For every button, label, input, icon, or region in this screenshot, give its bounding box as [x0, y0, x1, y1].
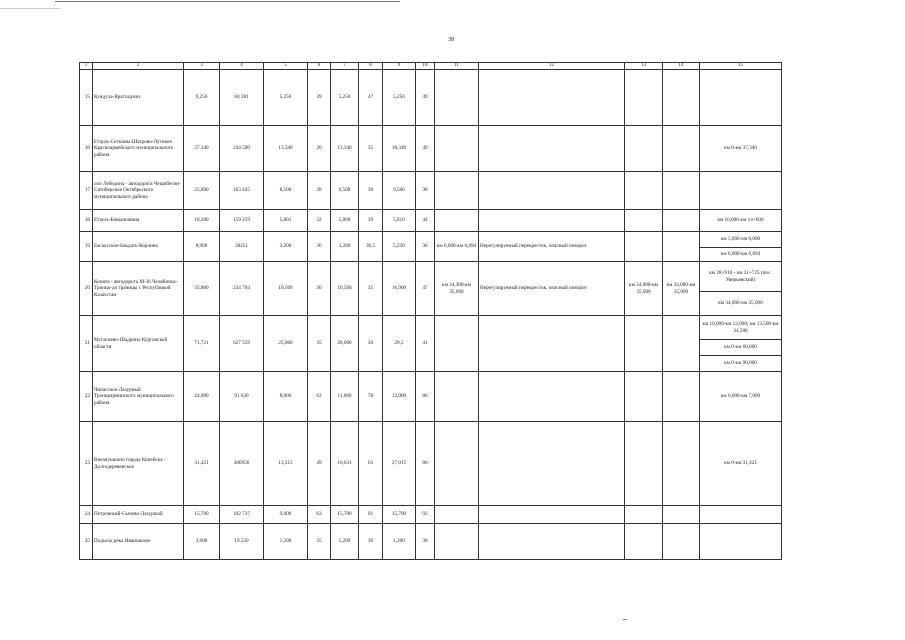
row-number: 17 [80, 172, 93, 210]
value-6: 63 [308, 372, 331, 422]
value-8: 38 [359, 172, 383, 210]
hazard-description [479, 126, 625, 172]
value-7: 5,800 [331, 210, 359, 232]
table-row [80, 126, 782, 172]
value-10: 49 [416, 126, 435, 172]
section-13 [625, 126, 663, 172]
column-header: 4 [220, 63, 264, 70]
section-15: км 10,000-км 12,000; км 13,500-км 34,500 [700, 316, 782, 340]
value-10: 38 [416, 172, 435, 210]
section-15: км 28+910 - км 31+725 (пос. Уверьевский) [700, 262, 782, 292]
column-header: 3 [184, 63, 220, 70]
table-row [80, 372, 782, 422]
value-9: 5,230 [383, 232, 416, 262]
section-13 [625, 210, 663, 232]
length: 8,900 [184, 232, 220, 262]
row-number: 20 [80, 262, 93, 316]
column-header: 2 [93, 63, 184, 70]
road-name: Етауль-Беккиновина [93, 210, 184, 232]
column-header: 15 [700, 63, 782, 70]
value-6: 28 [308, 172, 331, 210]
volume: 306956 [220, 422, 264, 506]
column-header: 12 [479, 63, 625, 70]
road-name: лоо Лебедина - автодорога Чещибегин-Сятиберское Октябрьского муниципального района [93, 172, 184, 210]
section-11 [435, 210, 479, 232]
row-number: 16 [80, 126, 93, 172]
value-7: 9,500 [331, 172, 359, 210]
value-8: 78 [359, 372, 383, 422]
value-8: 63 [359, 422, 383, 506]
volume: 19 550 [220, 524, 264, 560]
section-14 [663, 126, 700, 172]
section-15: км 0-км 37,340 [700, 126, 782, 172]
hazard-description [479, 506, 625, 524]
length: 71,721 [184, 316, 220, 372]
section-15 [700, 506, 782, 524]
length: 31,421 [184, 422, 220, 506]
value-8: 39 [359, 210, 383, 232]
hazard-description [479, 372, 625, 422]
hazard-description: Нерегулируемый перекресток, опасный поворот [479, 262, 625, 316]
section-15: км 5,000-км 6,000 [700, 232, 782, 248]
section-14 [663, 172, 700, 210]
value-10: 41 [416, 316, 435, 372]
column-header: 8 [359, 63, 383, 70]
hazard-description [479, 210, 625, 232]
column-number-row [80, 63, 782, 70]
volume: 234 704 [220, 262, 264, 316]
volume: 244 590 [220, 126, 264, 172]
value-7: 1,200 [331, 524, 359, 560]
section-11 [435, 524, 479, 560]
row-number: 18 [80, 210, 93, 232]
value-8: 35 [359, 126, 383, 172]
value-7: 28,000 [331, 316, 359, 372]
road-name: Чинасское-Лазурный Троицкарминского муниципального района [93, 372, 184, 422]
value-8: 36,5 [359, 232, 383, 262]
value-9: 27,015 [383, 422, 416, 506]
column-header: 13 [625, 63, 663, 70]
table-row [80, 524, 782, 560]
value-9: 15,700 [383, 506, 416, 524]
table-row [80, 70, 782, 126]
volume: 102 737 [220, 506, 264, 524]
value-5: 10,500 [264, 262, 308, 316]
volume: 60 381 [220, 70, 264, 126]
value-10: 86 [416, 422, 435, 506]
section-14 [663, 524, 700, 560]
hazard-description [479, 70, 625, 126]
value-7: 10,500 [331, 262, 359, 316]
value-10: 38 [416, 524, 435, 560]
table-row [80, 422, 782, 506]
value-9: 18,340 [383, 126, 416, 172]
value-10: 47 [416, 262, 435, 316]
row-number: 24 [80, 506, 93, 524]
value-6: 36 [308, 232, 331, 262]
column-header: 10 [416, 63, 435, 70]
value-8: 91 [359, 506, 383, 524]
road-name: Петровский-Сычево-Лазурный [93, 506, 184, 524]
value-6: 39 [308, 70, 331, 126]
value-7: 11,000 [331, 372, 359, 422]
value-8: 30 [359, 316, 383, 372]
value-9: 1,200 [383, 524, 416, 560]
value-6: 49 [308, 422, 331, 506]
section-11 [435, 372, 479, 422]
section-11: км 34,300-км 35,000 [435, 262, 479, 316]
section-13 [625, 232, 663, 262]
volume: 163 425 [220, 172, 264, 210]
section-13 [625, 70, 663, 126]
value-8: 47 [359, 70, 383, 126]
row-number: 15 [80, 70, 93, 126]
value-8: 36 [359, 524, 383, 560]
value-6: 35 [308, 524, 331, 560]
section-14 [663, 210, 700, 232]
section-14 [663, 232, 700, 262]
section-11 [435, 422, 479, 506]
value-5: 3,200 [264, 232, 308, 262]
table-row [80, 172, 782, 210]
length: 18,200 [184, 210, 220, 232]
section-14 [663, 506, 700, 524]
table-row [80, 506, 782, 524]
section-13 [625, 422, 663, 506]
section-13 [625, 316, 663, 372]
section-14: км 34,000-км 35,000 [663, 262, 700, 316]
section-14 [663, 316, 700, 372]
column-header: 6 [308, 63, 331, 70]
value-7: 15,700 [331, 506, 359, 524]
value-7: 16,631 [331, 422, 359, 506]
length: 3,600 [184, 524, 220, 560]
road-name: Подъезд река Ивановское [93, 524, 184, 560]
table-row [80, 210, 782, 232]
section-11: км 6,000-км 6,894 [435, 232, 479, 262]
section-15: км 0-км 31,421 [700, 422, 782, 506]
top-rule [55, 1, 400, 2]
section-15: км 10,006-км 14+600 [700, 210, 782, 232]
row-number: 21 [80, 316, 93, 372]
volume: 627 559 [220, 316, 264, 372]
table-row [80, 262, 782, 292]
value-9: 16,900 [383, 262, 416, 316]
value-10: 49 [416, 70, 435, 126]
row-number: 19 [80, 232, 93, 262]
hazard-description [479, 422, 625, 506]
section-13 [625, 372, 663, 422]
length: 24,000 [184, 372, 220, 422]
section-13: км 34,000-км 35,000 [625, 262, 663, 316]
column-header: 7 [331, 63, 359, 70]
value-10: 44 [416, 210, 435, 232]
page-number: 38 [448, 37, 454, 43]
length: 9,256 [184, 70, 220, 126]
volume: 38251 [220, 232, 264, 262]
value-10: 92 [416, 506, 435, 524]
value-10: 86 [416, 372, 435, 422]
column-header: 11 [435, 63, 479, 70]
value-7: 13,340 [331, 126, 359, 172]
footer-mark [623, 619, 627, 620]
length: 37,340 [184, 126, 220, 172]
road-name: Кундуха-Яратхадзин [93, 70, 184, 126]
section-15 [700, 172, 782, 210]
table-row [80, 316, 782, 340]
section-14 [663, 70, 700, 126]
value-5: 13,340 [264, 126, 308, 172]
road-name: Конята - автодорога М-36 Челябинск-Троицк-до границы с Республикой Казахстан [93, 262, 184, 316]
value-6: 20 [308, 126, 331, 172]
section-15: км 6,000-км 7,000 [700, 372, 782, 422]
section-15: км 0-км 68,000 [700, 340, 782, 356]
column-header: 1 [80, 63, 93, 70]
roads-table [79, 62, 782, 560]
value-9: 5,810 [383, 210, 416, 232]
length: 15,700 [184, 506, 220, 524]
value-5: 25,000 [264, 316, 308, 372]
section-11 [435, 70, 479, 126]
road-name: Мугасиево-Шадрино Курганской области [93, 316, 184, 372]
hazard-description [479, 172, 625, 210]
value-8: 35 [359, 262, 383, 316]
column-header: 9 [383, 63, 416, 70]
value-5: 1,200 [264, 524, 308, 560]
section-15 [700, 70, 782, 126]
section-11 [435, 172, 479, 210]
section-14 [663, 422, 700, 506]
value-5: 5,256 [264, 70, 308, 126]
value-6: 32 [308, 210, 331, 232]
value-10: 36 [416, 232, 435, 262]
section-13 [625, 172, 663, 210]
value-9: 29,5 [383, 316, 416, 372]
hazard-description [479, 316, 625, 372]
value-9: 5,256 [383, 70, 416, 126]
hazard-description: Нерегулируемый перекресток, опасный поворот [479, 232, 625, 262]
section-11 [435, 506, 479, 524]
section-11 [435, 316, 479, 372]
value-6: 63 [308, 506, 331, 524]
section-11 [435, 126, 479, 172]
section-13 [625, 506, 663, 524]
value-7: 5,256 [331, 70, 359, 126]
road-name: Внезнушкино города Копейска - Долгодеревенское [93, 422, 184, 506]
section-15: км 0-км 90,000 [700, 356, 782, 372]
column-header: 14 [663, 63, 700, 70]
volume: 159 259 [220, 210, 264, 232]
road-name: Баскосское-Бакдать-Корлино [93, 232, 184, 262]
row-number: 25 [80, 524, 93, 560]
value-5: 8,500 [264, 172, 308, 210]
top-rule-secondary [0, 8, 60, 9]
section-15 [700, 524, 782, 560]
length: 35,860 [184, 262, 220, 316]
table-row [80, 232, 782, 248]
value-6: 35 [308, 316, 331, 372]
value-7: 3,200 [331, 232, 359, 262]
hazard-description [479, 524, 625, 560]
section-14 [663, 372, 700, 422]
section-13 [625, 524, 663, 560]
section-15: км 6,000-км 6,894 [700, 248, 782, 262]
value-6: 30 [308, 262, 331, 316]
row-number: 22 [80, 372, 93, 422]
value-5: 5,801 [264, 210, 308, 232]
value-9: 9,500 [383, 172, 416, 210]
section-15: км 34,000-км 35,000 [700, 292, 782, 316]
length: 25,890 [184, 172, 220, 210]
column-header: 5 [264, 63, 308, 70]
road-name: Етауль-Сеткины-Шатрово-Лутовое Красноармейского муниципального района [93, 126, 184, 172]
value-5: 9,000 [264, 506, 308, 524]
value-9: 12,000 [383, 372, 416, 422]
value-5: 8,000 [264, 372, 308, 422]
value-5: 13,315 [264, 422, 308, 506]
row-number: 23 [80, 422, 93, 506]
volume: 91 630 [220, 372, 264, 422]
